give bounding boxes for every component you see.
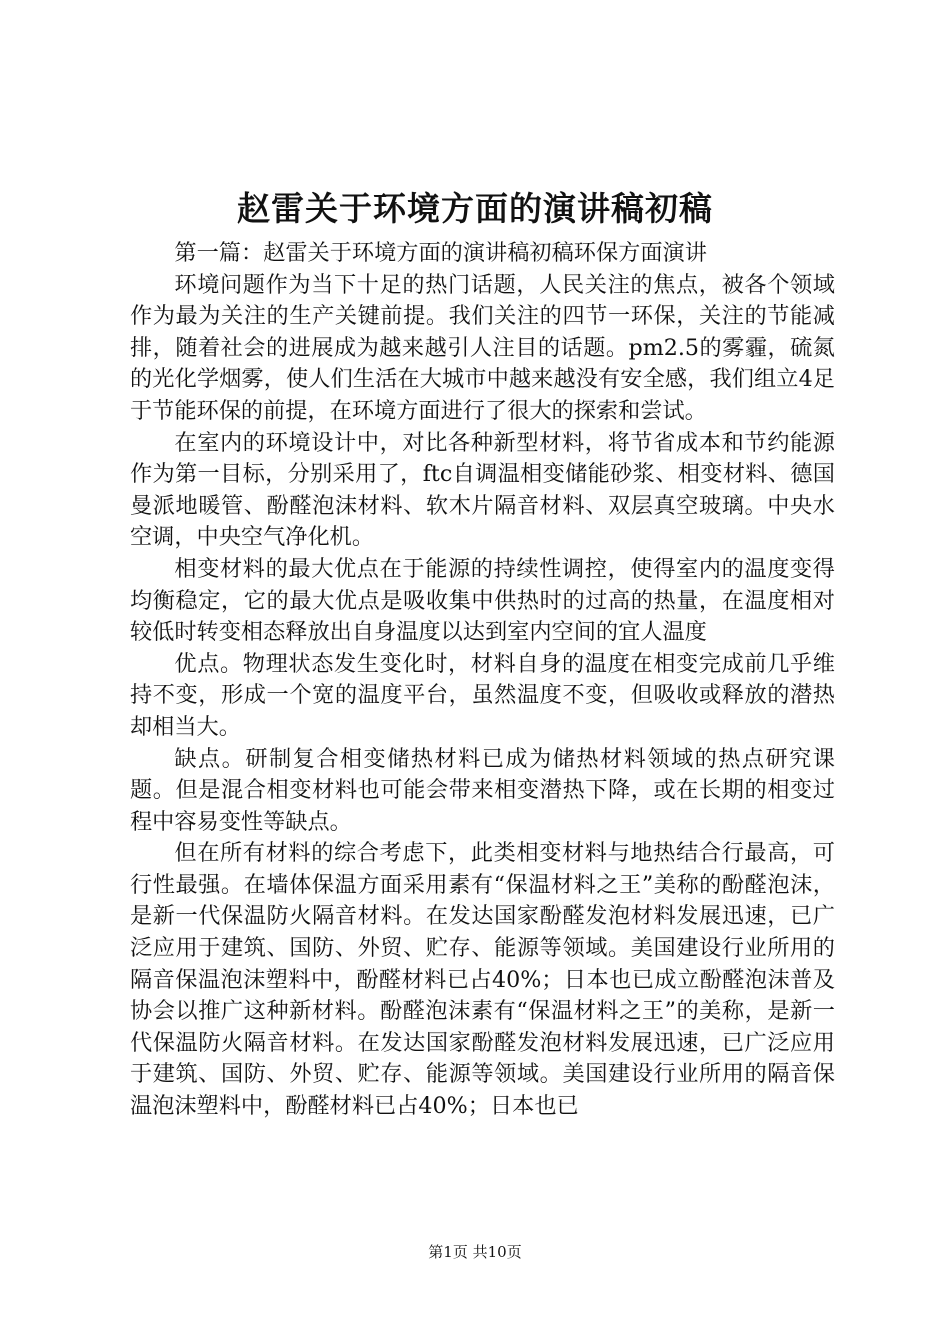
paragraph: 优点。物理状态发生变化时，材料自身的温度在相变完成前几乎维持不变，形成一个宽的温度平台，虽然温度不变，但吸收或释放的潜热却相当大。: [130, 650, 835, 740]
document-title: 赵雷关于环境方面的演讲稿初稿: [237, 189, 713, 228]
subtitle: 第一篇：赵雷关于环境方面的演讲稿初稿环保方面演讲: [174, 240, 707, 266]
paragraph: 相变材料的最大优点在于能源的持续性调控，使得室内的温度变得均衡稳定，它的最大优点是吸收集中供热时的过高的热量，在温度相对较低时转变相态释放出自身温度以达到室内空间的宜人温度: [130, 555, 835, 646]
paragraph: 缺点。研制复合相变储热材料已成为储热材料领域的热点研究课题。但是混合相变材料也可能会带来相变潜热下降，或在长期的相变过程中容易变性等缺点。: [130, 745, 835, 835]
paragraph: 在室内的环境设计中，对比各种新型材料，将节省成本和节约能源作为第一目标，分别采用了，ftc自调温相变储能砂浆、相变材料、德国曼派地暖管、酚醛泡沫材料、软木片隔音材料、双层真空玻璃。中央水空调，中央空气净化机。: [130, 429, 835, 551]
paragraph: 但在所有材料的综合考虑下，此类相变材料与地热结合行最高，可行性最强。在墙体保温方面采用素有“保温材料之王”美称的酚醛泡沫，是新一代保温防火隔音材料。在发达国家酚醛发泡材料发展迅速，已广泛应用于建筑、国防、外贸、贮存、能源等领域。美国建设行业所用的隔音保温泡沫塑料中，酚醛材料已占40%；日本也已成立酚醛泡沫普及协会以推广这种新材料。酚醛泡沫素有“保温材料之王”的美称，是新一代保温防火隔音材料。在发达国家酚醛发泡材料发展迅速，已广泛应用于建筑、国防、外贸、贮存、能源等领域。美国建设行业所用的隔音保温泡沫塑料中，酚醛材料已占40%；日本也已: [130, 840, 835, 1120]
paragraph: 环境问题作为当下十足的热门话题，人民关注的焦点，被各个领域作为最为关注的生产关键前提。我们关注的四节一环保，关注的节能减排，随着社会的进展成为越来越引人注目的话题。pm2.5的雾霾，硫氮的光化学烟雾，使人们生活在大城市中越来越没有安全感，我们组立4足于节能环保的前提，在环境方面进行了很大的探索和尝试。: [130, 271, 835, 424]
page-footer: 第1页 共10页: [428, 1243, 522, 1261]
document-body: [130, 238, 835, 1123]
